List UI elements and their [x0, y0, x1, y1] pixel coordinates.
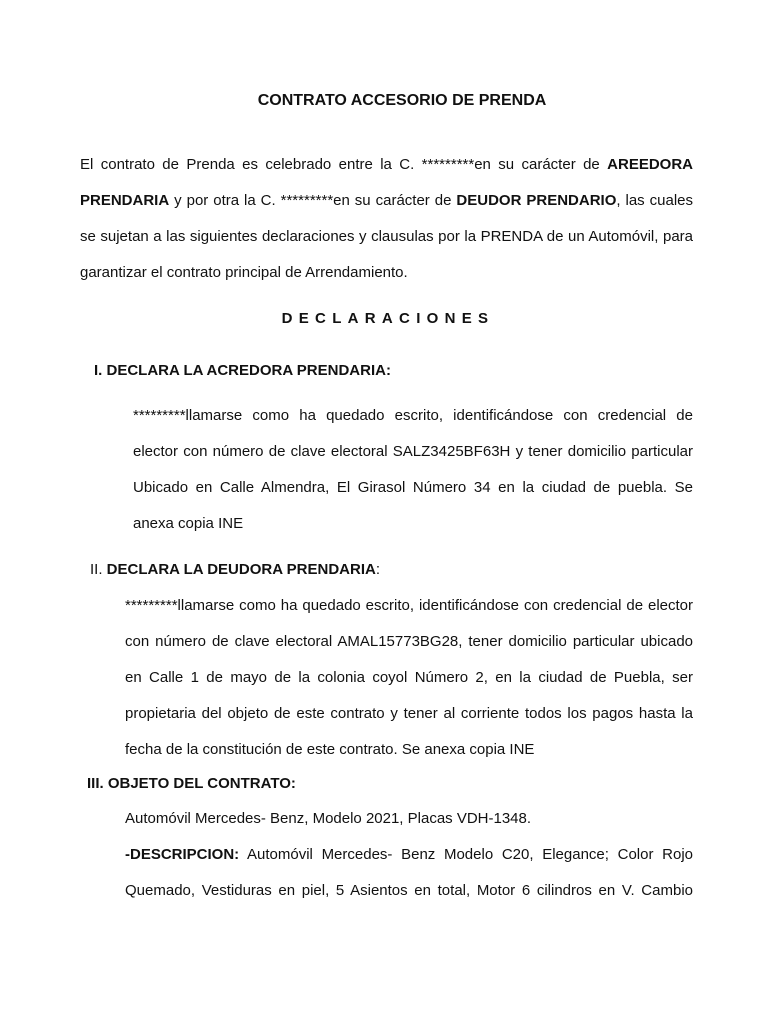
intro-line-4: garantizar el contrato principal de Arrendamiento.: [80, 264, 408, 281]
section-2-colon: :: [375, 561, 381, 578]
section-2-line: en Calle 1 de mayo de la colonia coyol Número 2, en la ciudad de Puebla, ser: [125, 669, 693, 686]
section-1-line: *********llamarse como ha quedado escrito, identificándose con credencial de: [133, 407, 693, 424]
section-2-line: fecha de la constitución de este contrato. Se anexa copia INE: [125, 741, 535, 758]
section-1-line: anexa copia INE: [133, 515, 244, 532]
creditor-role-cont: PRENDARIA: [80, 192, 170, 209]
section-2-line: con número de clave electoral AMAL15773BG28, tener domicilio particular ubicado: [125, 633, 693, 650]
debtor-role: DEUDOR PRENDARIO: [456, 192, 617, 209]
description-text: Automóvil Mercedes- Benz Modelo C20, Elegance; Color Rojo: [239, 846, 693, 863]
document-title: CONTRATO ACCESORIO DE PRENDA: [257, 92, 547, 109]
section-2-heading-text: DECLARA LA DEUDORA PRENDARIA: [106, 561, 376, 578]
section-1-line: Ubicado en Calle Almendra, El Girasol Número 34 en la ciudad de puebla. Se: [133, 479, 693, 496]
intro-text: , las cuales: [616, 192, 693, 209]
description-label: -DESCRIPCION:: [125, 846, 240, 863]
intro-line-2: [80, 183, 693, 219]
object-line: Automóvil Mercedes- Benz, Modelo 2021, Placas VDH-1348.: [125, 810, 532, 827]
section-3-heading: [87, 775, 296, 792]
intro-line-1: [80, 147, 693, 183]
intro-text: y por otra la C. *********en su carácter de: [169, 192, 457, 209]
section-2-body: [125, 588, 693, 768]
section-3-body: [125, 801, 693, 909]
intro-paragraph: [80, 147, 693, 291]
section-2-line: *********llamarse como ha quedado escrito, identificándose con credencial de elector: [125, 597, 693, 614]
section-1-line: elector con número de clave electoral SALZ3425BF63H y tener domicilio particular: [133, 443, 693, 460]
section-2-number: II.: [90, 561, 107, 578]
section-2-line: propietaria del objeto de este contrato y tener al corriente todos los pagos hasta la: [125, 705, 693, 722]
creditor-role: AREEDORA: [607, 156, 693, 173]
section-3-heading-text: III. OBJETO DEL CONTRATO:: [87, 775, 296, 792]
section-1-heading-text: I. DECLARA LA ACREDORA PRENDARIA:: [94, 362, 391, 379]
description-line-1: [125, 837, 693, 873]
intro-line-3: se sujetan a las siguientes declaraciones y clausulas por la PRENDA de un Automóvil, para: [80, 228, 693, 245]
intro-text: El contrato de Prenda es celebrado entre la C. *********en su carácter de: [80, 156, 608, 173]
section-2-heading: [90, 561, 380, 578]
section-1-heading: [94, 362, 391, 379]
declaraciones-heading: DECLARACIONES: [281, 310, 495, 327]
section-1-body: [133, 398, 693, 542]
description-line-2: Quemado, Vestiduras en piel, 5 Asientos en total, Motor 6 cilindros en V. Cambio: [125, 882, 693, 899]
